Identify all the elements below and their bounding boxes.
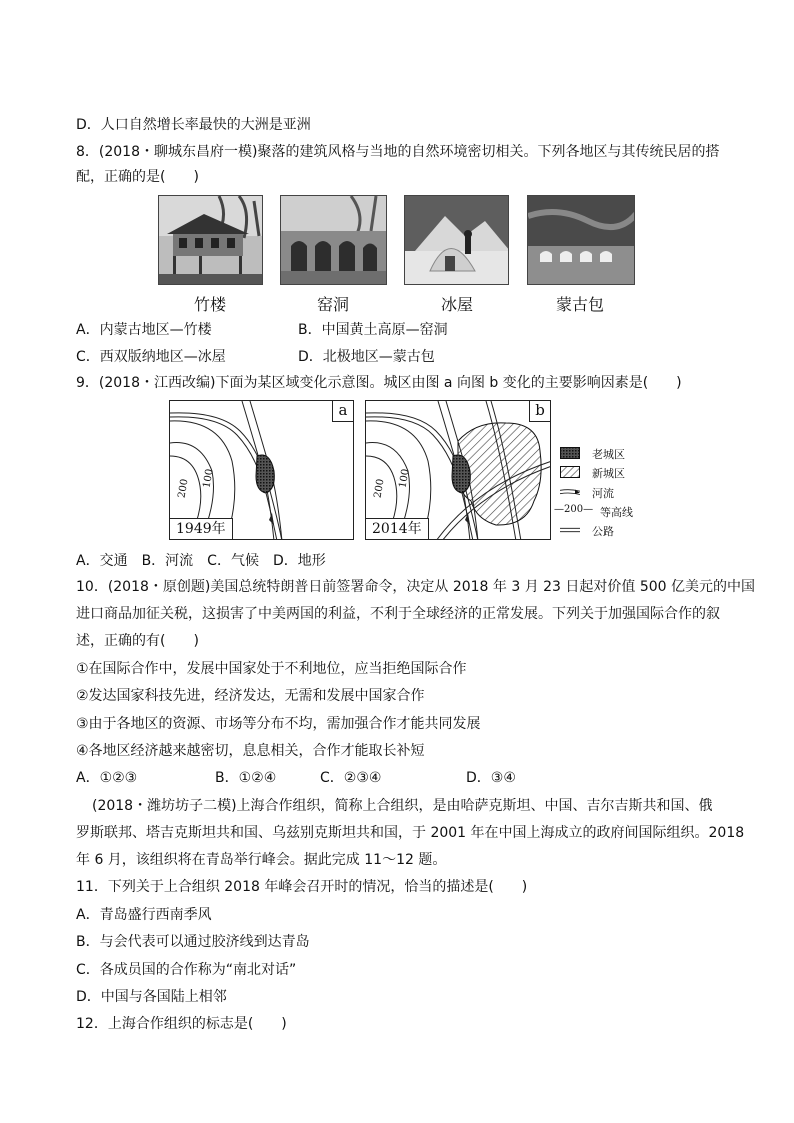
photo-caption-cave: 窑洞 [317, 295, 350, 314]
q7-option-d: D．人口自然增长率最快的大洲是亚洲 [76, 117, 311, 133]
photo-caption-igloo: 冰屋 [441, 295, 474, 314]
q10-stem-line1: 10．(2018・原创题)美国总统特朗普日前签署命令，决定从 2018 年 3 月 23 日起对价值 500 亿美元的中国 [76, 579, 756, 595]
q10-item-1: ①在国际合作中，发展中国家处于不利地位，应当拒绝国际合作 [76, 661, 467, 677]
q8-stem-line1: 8．(2018・聊城东昌府一模)聚落的建筑风格与当地的自然环境密切相关。下列各地区与其传统民居的搭 [76, 144, 720, 160]
cave-dwelling-photo [280, 195, 387, 285]
passage-line2: 罗斯联邦、塔吉克斯坦共和国、乌兹别克斯坦共和国，于 2001 年在中国上海成立的政府间国际组织。2018 [76, 825, 745, 841]
q10-option-b: B．①②④ [215, 770, 277, 786]
q10-stem-line3: 述，正确的有( ) [76, 633, 199, 649]
q10-option-d: D．③④ [466, 770, 516, 786]
map-a-year: 1949年 [170, 518, 233, 539]
q11-stem: 11．下列关于上合组织 2018 年峰会召开时的情况，恰当的描述是( ) [76, 879, 528, 895]
map-a-contour-100: 100 [201, 468, 216, 489]
map-b-year: 2014年 [366, 518, 429, 539]
map-a-tag: a [332, 401, 353, 422]
q10-item-3: ③由于各地区的资源、市场等分布不均，需加强合作才能共同发展 [76, 716, 481, 732]
map-b-contour-200: 200 [372, 478, 387, 499]
q10-option-c: C．②③④ [320, 770, 382, 786]
q11-option-d: D．中国与各国陆上相邻 [76, 989, 227, 1005]
map-a-contour-200: 200 [176, 478, 191, 499]
q10-item-4: ④各地区经济越来越密切，息息相关，合作才能取长补短 [76, 743, 425, 759]
igloo-photo [404, 195, 509, 285]
q8-option-c: C．西双版纳地区—冰屋 [76, 349, 226, 365]
passage-line3: 年 6 月，该组织将在青岛举行峰会。据此完成 11～12 题。 [76, 852, 447, 868]
q8-option-a: A．内蒙古地区—竹楼 [76, 322, 212, 338]
q8-option-d: D．北极地区—蒙古包 [298, 349, 435, 365]
legend-road-label: 公路 [592, 525, 614, 538]
q11-option-b: B．与会代表可以通过胶济线到达青岛 [76, 934, 310, 950]
q11-option-a: A．青岛盛行西南季风 [76, 907, 212, 923]
q9-stem: 9．(2018・江西改编)下面为某区域变化示意图。城区由图 a 向图 b 变化的主要影响因素是( ) [76, 375, 682, 391]
map-b-tag: b [529, 401, 550, 422]
legend-contour-label: 等高线 [600, 506, 633, 519]
yurt-photo [527, 195, 635, 285]
q10-item-2: ②发达国家科技先进，经济发达，无需和发展中国家合作 [76, 688, 425, 704]
passage-line1: (2018・潍坊坊子二模)上海合作组织，简称上合组织，是由哈萨克斯坦、中国、吉尔吉斯共和国、俄 [92, 798, 713, 814]
legend-new-city-label: 新城区 [592, 467, 625, 480]
q8-option-b: B．中国黄土高原—窑洞 [298, 322, 448, 338]
q9-options: A．交通 B．河流 C．气候 D．地形 [76, 553, 326, 569]
q11-option-c: C．各成员国的合作称为“南北对话” [76, 962, 297, 978]
q10-stem-line2: 进口商品加征关税，这损害了中美两国的利益，不利于全球经济的正常发展。下列关于加强国际合作的叙 [76, 606, 720, 622]
legend-old-city-label: 老城区 [592, 448, 625, 461]
q8-stem-line2: 配，正确的是( ) [76, 169, 199, 185]
photo-caption-bamboo: 竹楼 [194, 295, 227, 314]
legend-river-label: 河流 [592, 487, 614, 500]
q12-stem: 12．上海合作组织的标志是( ) [76, 1016, 287, 1032]
legend-contour-sample: —200— [554, 504, 594, 515]
map-a [169, 400, 354, 540]
q10-option-a: A．①②③ [76, 770, 138, 786]
map-b [365, 400, 551, 540]
map-b-contour-100: 100 [397, 468, 412, 489]
photo-caption-yurt: 蒙古包 [556, 295, 605, 314]
bamboo-house-photo [158, 195, 263, 285]
